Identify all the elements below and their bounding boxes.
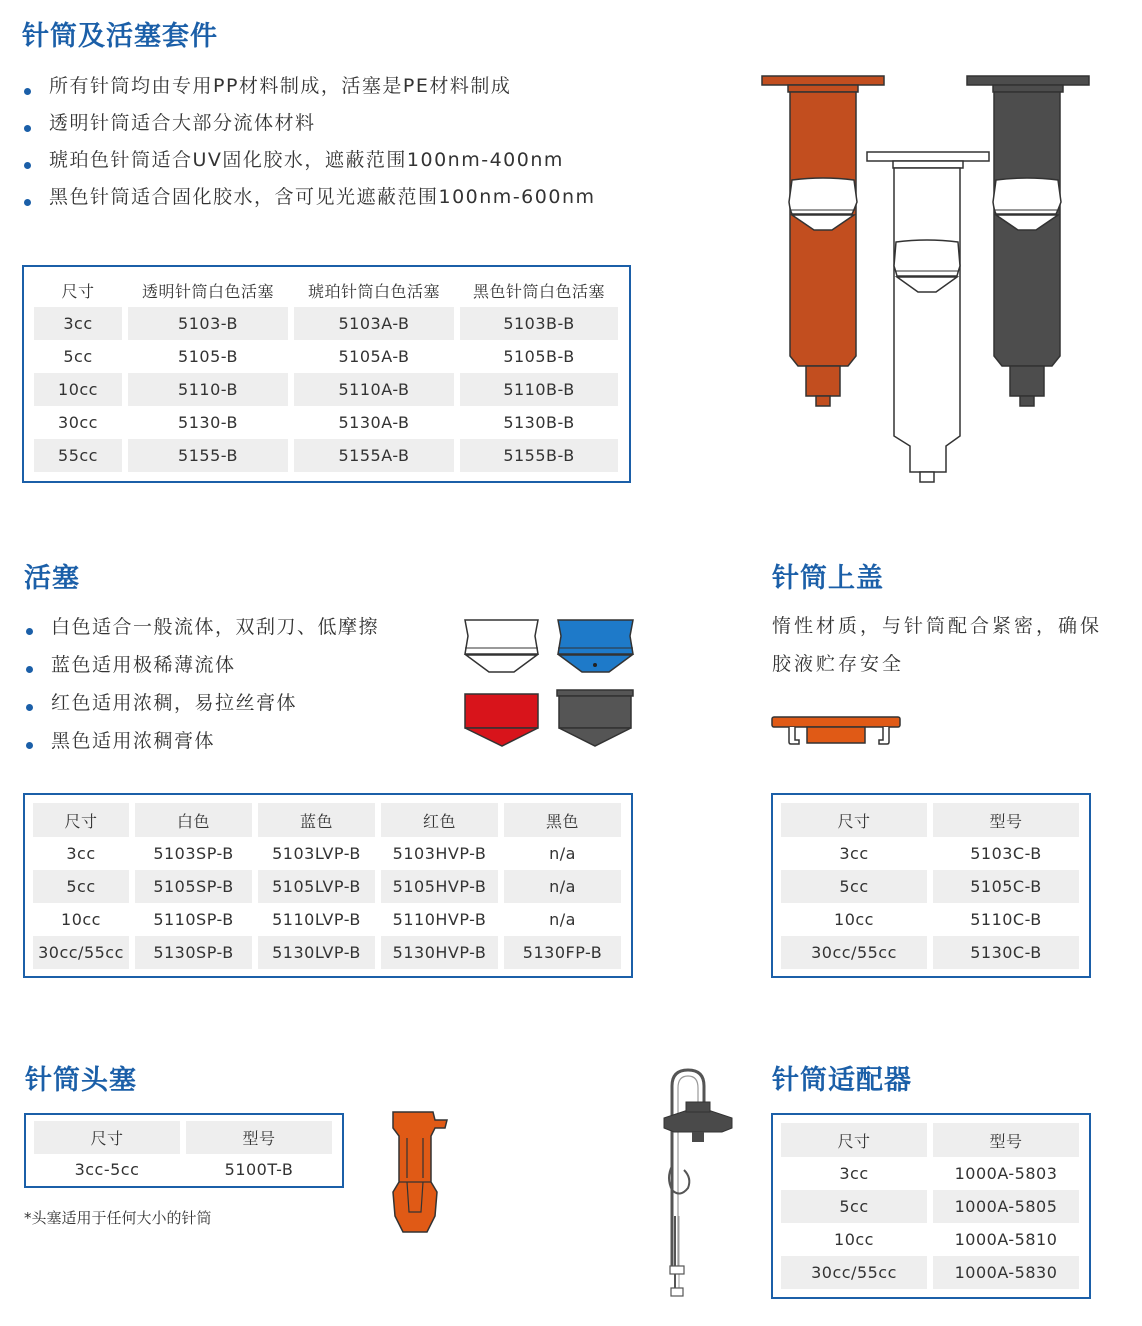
table-cell: 5103B-B [460,307,618,340]
header-cell: 尺寸 [61,281,95,301]
header-cell: 透明针筒白色活塞 [141,281,274,301]
black-barrel-icon [967,76,1089,406]
clear-barrel-icon [867,152,989,482]
table-cell: 30cc/55cc [33,936,129,969]
table-cell: 1000A-5805 [933,1190,1079,1223]
piston-title: 活塞 [24,563,80,594]
table-cell: 5103SP-B [153,844,234,863]
cap-table [771,793,1091,978]
table-cell: 5155-B [128,439,288,472]
white-piston-icon [465,620,538,672]
cap-description: 惰性材质，与针筒配合紧密，确保胶液贮存安全 [772,615,1103,675]
table-cell: 3cc [34,307,122,340]
table-cell: 5cc [63,347,93,366]
header-cell: 蓝色 [258,803,375,837]
adapter-table [771,1113,1091,1299]
red-piston-icon [465,694,538,746]
table-cell: 1000A-5803 [954,1164,1058,1183]
table-cell: 5103LVP-B [272,844,361,863]
table-cell: 1000A-5810 [954,1230,1058,1249]
table-cell: n/a [549,910,576,929]
kit-title: 针筒及活塞套件 [22,21,218,52]
header-cell: 红色 [381,803,498,837]
piston-feature-item: 白色适合一般流体，双刮刀、低摩擦 [24,612,379,650]
table-row [34,373,619,406]
adapter-title: 针筒适配器 [772,1065,912,1096]
header-cell: 琥珀针筒白色活塞 [307,281,440,301]
header-cell: 黑色 [504,803,621,837]
header-cell: 尺寸 [781,803,927,837]
table-cell: 5110C-B [970,910,1042,929]
table-cell: 10cc [34,373,122,406]
table-cell: 3cc [839,844,869,863]
table-cell: 5cc [781,870,927,903]
tip-table [24,1113,344,1188]
table-row [781,936,1081,969]
table-cell: 5100T-B [224,1159,294,1179]
piston-table [23,793,633,978]
syringe-cap-icon [771,716,906,748]
table-cell: 5103A-B [294,307,454,340]
blue-piston-icon [558,620,633,672]
tip-note: *头塞适用于任何大小的针筒 [24,1209,212,1227]
table-cell: 5103C-B [970,844,1042,863]
pistons-illustration [460,616,640,756]
table-cell: 5110LVP-B [272,910,361,929]
table-cell: 30cc/55cc [781,1256,927,1289]
kit-feature-item: 所有针筒均由专用PP材料制成，活塞是PE材料制成 [22,72,596,109]
table-cell: 3cc-5cc [74,1159,140,1179]
table-row [781,1256,1081,1289]
kit-feature-item: 琥珀色针筒适合UV固化胶水，遮蔽范围100nm-400nm [22,146,596,183]
header-cell: 型号 [933,1123,1079,1157]
kit-feature-list [22,72,596,220]
table-cell: 5cc [33,870,129,903]
table-cell: 5110SP-B [153,910,234,929]
syringe-adapter-icon [658,1066,738,1301]
table-row [33,903,623,936]
table-row [34,1154,334,1184]
table-cell: 10cc [61,910,101,929]
kit-feature-item: 透明针筒适合大部分流体材料 [22,109,596,146]
table-cell: 5105HVP-B [381,870,498,903]
table-cell: 30cc [58,413,98,432]
table-header-row [33,803,623,837]
table-row [34,307,619,340]
header-cell: 尺寸 [33,803,129,837]
header-cell: 型号 [933,803,1079,837]
table-row [781,870,1081,903]
table-row [781,837,1081,870]
table-cell: 5130B-B [503,413,575,432]
header-cell: 白色 [135,803,252,837]
table-cell: 5130C-B [933,936,1079,969]
table-header-row [34,273,619,307]
cap-title: 针筒上盖 [772,563,884,594]
table-cell: 5130-B [178,413,238,432]
table-cell: 5110A-B [294,373,454,406]
table-row [781,1223,1081,1256]
table-cell: 10cc [834,1230,874,1249]
header-cell: 黑色针筒白色活塞 [472,281,605,301]
table-cell: n/a [504,870,621,903]
piston-feature-item: 黑色适用浓稠膏体 [24,726,379,764]
table-cell: 30cc/55cc [781,936,927,969]
table-row [33,870,623,903]
table-cell: 5103-B [128,307,288,340]
table-cell: 5103HVP-B [392,844,487,863]
syringe-barrels-illustration [760,74,1100,494]
table-row [781,1157,1081,1190]
header-cell: 型号 [186,1121,332,1154]
table-cell: 5110-B [128,373,288,406]
kit-feature-item: 黑色针筒适合固化胶水，含可见光遮蔽范围100nm-600nm [22,183,596,220]
piston-feature-list [24,612,379,764]
table-row [34,439,619,472]
amber-barrel-icon [762,76,884,406]
table-cell: 5155B-B [460,439,618,472]
piston-feature-item: 蓝色适用极稀薄流体 [24,650,379,688]
table-cell: 3cc [66,844,96,863]
header-cell: 尺寸 [781,1123,927,1157]
table-row [781,1190,1081,1223]
table-cell: 5105A-B [338,347,410,366]
table-cell: 5105C-B [933,870,1079,903]
table-header-row [781,803,1081,837]
table-cell: 5110HVP-B [392,910,487,929]
tip-cap-icon [385,1108,455,1238]
table-cell: 5155A-B [294,439,454,472]
table-cell: 5105SP-B [135,870,252,903]
table-row [34,406,619,439]
table-row [34,340,619,373]
piston-feature-item: 红色适用浓稠，易拉丝膏体 [24,688,379,726]
table-cell: 3cc [839,1164,869,1183]
table-cell: 5130FP-B [504,936,621,969]
table-row [33,837,623,870]
table-header-row [34,1121,334,1154]
table-header-row [781,1123,1081,1157]
black-piston-icon [557,690,633,746]
table-cell: 5cc [781,1190,927,1223]
table-cell: 5130A-B [338,413,410,432]
header-cell: 尺寸 [34,1121,180,1154]
table-cell: 10cc [834,910,874,929]
kit-table [22,265,631,483]
table-cell: n/a [549,844,576,863]
table-row [781,903,1081,936]
table-cell: 5110B-B [460,373,618,406]
tip-title: 针筒头塞 [25,1065,137,1096]
table-row [33,936,623,969]
table-cell: 5105-B [178,347,238,366]
table-cell: 5105LVP-B [258,870,375,903]
table-cell: 55cc [34,439,122,472]
table-cell: 1000A-5830 [933,1256,1079,1289]
table-cell: 5130HVP-B [381,936,498,969]
table-cell: 5105B-B [503,347,575,366]
table-cell: 5130LVP-B [258,936,375,969]
table-cell: 5130SP-B [135,936,252,969]
